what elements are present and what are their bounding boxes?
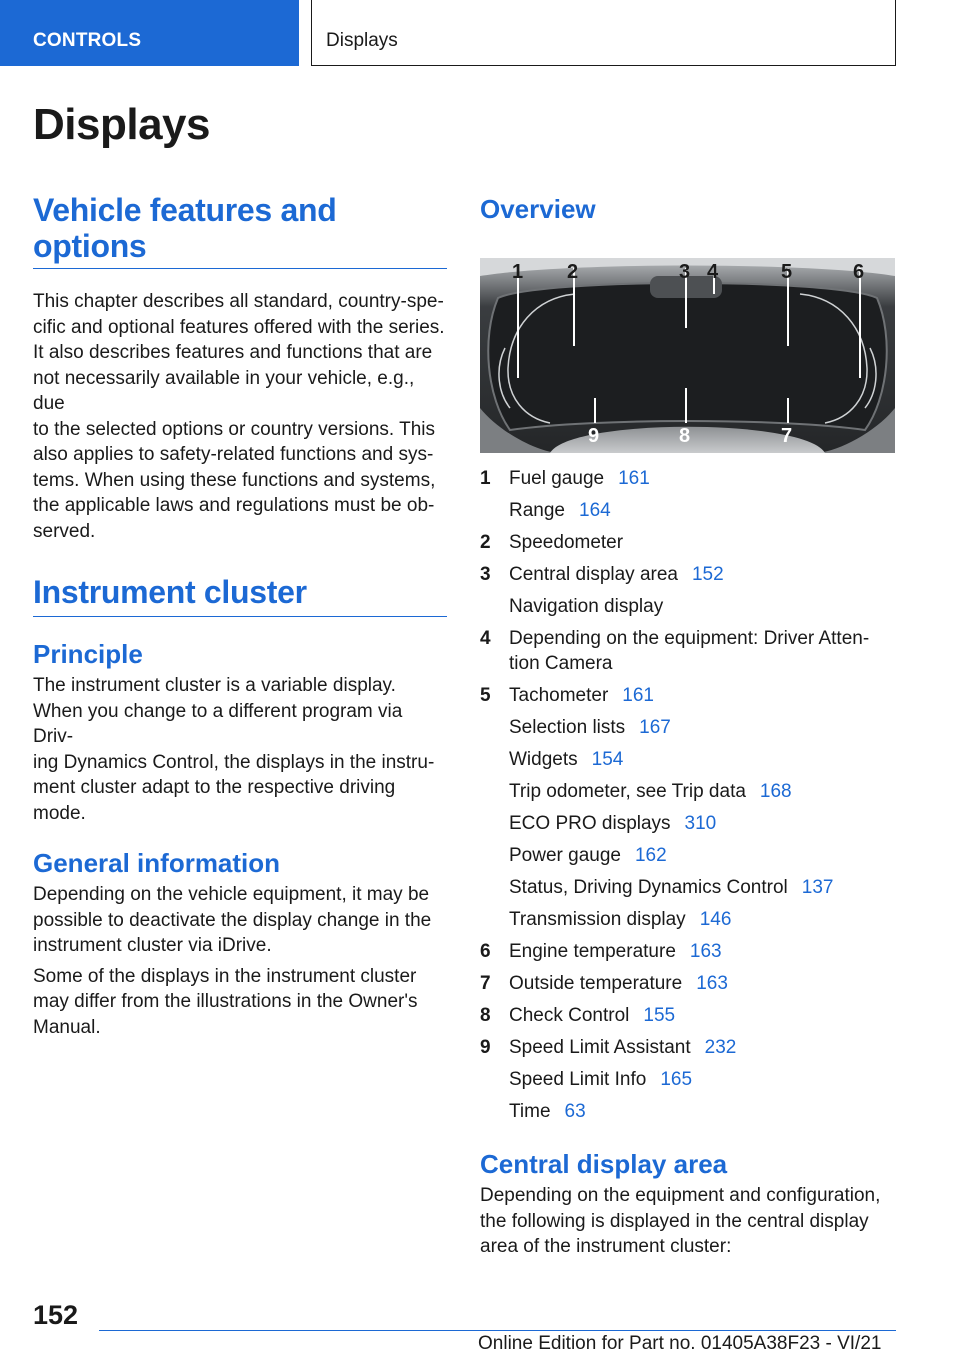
page-ref-link[interactable]: 163 <box>689 941 722 962</box>
page-ref-link[interactable]: 165 <box>660 1069 693 1090</box>
legend-label: ECO PRO displays <box>509 813 671 834</box>
text-line: The instrument cluster is a variable display. <box>33 675 396 696</box>
page-ref-link[interactable]: 310 <box>684 813 717 834</box>
overview-heading: Overview <box>480 194 596 224</box>
legend-row <box>480 809 896 841</box>
legend-number: 5 <box>480 685 491 706</box>
text-line: also applies to safety-related functions and sys‐ <box>33 444 434 465</box>
callout-3: 3 <box>679 261 691 283</box>
central-display-text <box>480 1183 896 1260</box>
legend-row <box>480 745 896 777</box>
legend-label: Trip odometer, see Trip data <box>509 781 746 802</box>
legend-row <box>480 777 896 809</box>
legend-number: 8 <box>480 1005 491 1026</box>
legend-row <box>480 496 896 528</box>
general-information-text-2 <box>33 964 447 1041</box>
principle-heading: Principle <box>33 639 143 669</box>
page-ref-link[interactable]: 162 <box>634 845 667 866</box>
left-column <box>33 192 447 1040</box>
legend-number: 7 <box>480 973 491 994</box>
callout-9: 9 <box>588 425 600 447</box>
text-line: instrument cluster via iDrive. <box>33 935 272 956</box>
page-ref-link[interactable]: 168 <box>759 781 792 802</box>
legend-row <box>480 1097 896 1129</box>
legend-label: Speedometer <box>509 532 624 553</box>
text-line: cific and optional features offered with the series. <box>33 316 445 338</box>
chapter-title: Displays <box>311 0 896 66</box>
legend-label: Range <box>509 500 565 521</box>
text-line: ing Dynamics Control, the displays in the instru‐ <box>33 751 435 773</box>
legend-label: Engine temperature <box>509 941 676 962</box>
legend-label: Time <box>509 1101 551 1122</box>
callout-1: 1 <box>512 261 524 283</box>
legend-number: 4 <box>480 628 491 649</box>
callout-6: 6 <box>853 261 865 283</box>
legend-label: Outside temperature <box>509 973 683 994</box>
callout-5: 5 <box>781 261 793 283</box>
legend-row <box>480 560 896 592</box>
callout-7: 7 <box>781 425 793 447</box>
legend-row <box>480 713 896 745</box>
legend-row <box>480 1033 896 1065</box>
page-ref-link[interactable]: 163 <box>696 973 728 994</box>
vehicle-features-heading-line: options <box>33 228 147 264</box>
legend-row <box>480 905 896 937</box>
legend-number: 2 <box>480 532 491 553</box>
legend-row <box>480 873 896 905</box>
page-title: Displays <box>33 100 210 149</box>
text-line: the applicable laws and regulations must be ob‐ <box>33 495 435 516</box>
legend-row <box>480 1001 896 1033</box>
legend-row <box>480 464 896 496</box>
legend-row <box>480 681 896 713</box>
vehicle-features-text <box>33 289 447 544</box>
legend-label: Central display area <box>509 564 678 585</box>
edition-note: Online Edition for Part no. 01405A38F23 - VI/21 <box>478 1333 882 1354</box>
text-line: Manual. <box>33 1016 101 1038</box>
legend-label: Fuel gauge <box>509 468 605 489</box>
legend-number: 1 <box>480 468 491 489</box>
vehicle-features-heading <box>33 192 447 269</box>
page-ref-link[interactable]: 154 <box>591 749 624 770</box>
legend-label: Power gauge <box>509 845 621 866</box>
page-ref-link[interactable]: 146 <box>699 909 732 930</box>
page-number: 152 <box>33 1300 79 1330</box>
page-ref-link[interactable]: 63 <box>564 1101 586 1122</box>
text-line: Depending on the equipment and configuration, <box>480 1185 881 1206</box>
legend-row <box>480 528 896 560</box>
legend-label: Status, Driving Dynamics Control <box>509 877 788 898</box>
legend-row <box>480 841 896 873</box>
legend-number: 9 <box>480 1037 491 1058</box>
instrument-cluster-heading: Instrument cluster <box>33 574 447 617</box>
right-column <box>480 192 896 1260</box>
text-line: Some of the displays in the instrument cluster <box>33 965 417 987</box>
text-line: not necessarily available in your vehicle, e.g., due <box>33 367 415 414</box>
text-line: served. <box>33 520 96 542</box>
legend-list <box>480 464 896 1129</box>
page-ref-link[interactable]: 232 <box>704 1037 737 1058</box>
legend-row <box>480 624 896 681</box>
text-line: the following is displayed in the central display <box>480 1210 869 1232</box>
legend-label: Selection lists <box>509 717 626 738</box>
text-line: area of the instrument cluster: <box>480 1236 732 1257</box>
legend-row <box>480 1065 896 1097</box>
instrument-cluster-illustration <box>480 258 895 453</box>
text-line: Depending on the vehicle equipment, it may be <box>33 884 430 905</box>
legend-label: Speed Limit Info <box>509 1069 647 1090</box>
page-ref-link[interactable]: 161 <box>618 468 650 489</box>
legend-label: Speed Limit Assistant <box>509 1037 691 1058</box>
text-line: ment cluster adapt to the respective driving <box>33 777 396 798</box>
text-line: When you change to a different program via Driv‐ <box>33 700 403 747</box>
legend-label: Check Control <box>509 1005 630 1026</box>
page-ref-link[interactable]: 161 <box>622 685 654 706</box>
legend-row <box>480 592 896 624</box>
legend-row <box>480 937 896 969</box>
legend-label: Transmission display <box>509 909 686 930</box>
text-line: may differ from the illustrations in the Owner's <box>33 991 418 1012</box>
text-line: It also describes features and functions that are <box>33 342 433 363</box>
page-ref-link[interactable]: 167 <box>639 717 671 738</box>
legend-label: Depending on the equipment: Driver Atten‐ <box>509 628 870 649</box>
central-display-heading: Central display area <box>480 1149 728 1179</box>
general-information-heading: General information <box>33 848 281 878</box>
vehicle-features-heading-line: Vehicle features and <box>33 192 337 228</box>
page-ref-link[interactable]: 152 <box>691 564 724 585</box>
footer-rule <box>99 1330 896 1331</box>
text-line: This chapter describes all standard, country-spe‐ <box>33 291 444 312</box>
general-information-text-1 <box>33 882 447 959</box>
page-ref-link[interactable]: 137 <box>801 877 834 898</box>
page-ref-link[interactable]: 155 <box>643 1005 676 1026</box>
legend-row <box>480 969 896 1001</box>
section-tab: CONTROLS <box>0 0 299 66</box>
principle-text <box>33 673 447 826</box>
text-line: tems. When using these functions and systems, <box>33 469 436 491</box>
callout-4: 4 <box>707 261 719 283</box>
callout-8: 8 <box>679 425 691 447</box>
legend-number: 6 <box>480 941 491 962</box>
page-header <box>0 0 960 66</box>
legend-number: 3 <box>480 564 491 585</box>
text-line: to the selected options or country versions. This <box>33 418 436 440</box>
callout-2: 2 <box>567 261 579 283</box>
legend-label: Navigation display <box>509 596 664 617</box>
text-line: mode. <box>33 802 86 824</box>
legend-label: Widgets <box>509 749 578 770</box>
legend-label: Tachometer <box>509 685 609 706</box>
instrument-cluster-figure <box>480 258 895 453</box>
legend-label-continued: tion Camera <box>509 653 613 674</box>
text-line: possible to deactivate the display change in the <box>33 909 432 931</box>
page-ref-link[interactable]: 164 <box>579 500 611 521</box>
